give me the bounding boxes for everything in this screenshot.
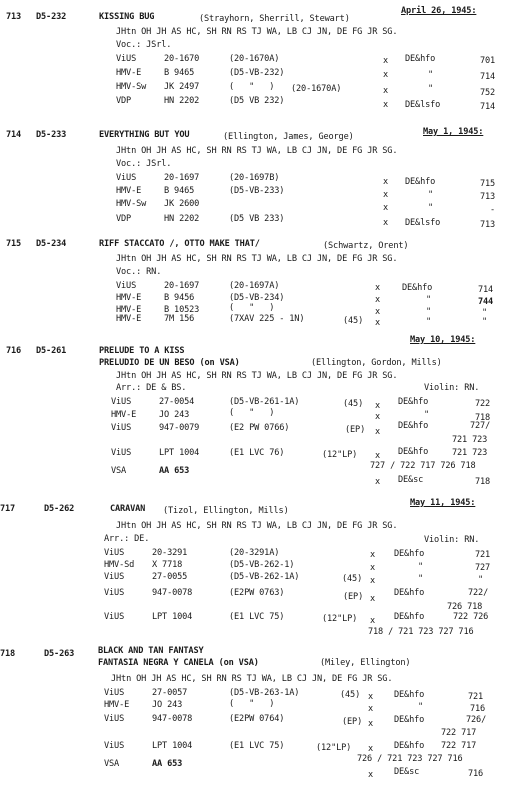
issue-catalog: B 10523 <box>164 305 200 315</box>
issue-matrix: (20-1670A) <box>229 54 280 64</box>
issue-catalog: JK 2600 <box>164 199 200 209</box>
issue-matrix: ( " ) <box>229 82 275 92</box>
issue-extra: (20-1670A) <box>291 84 342 94</box>
entry-matrix: D5-261 <box>36 346 67 356</box>
issue-x: x <box>370 616 376 626</box>
entry-matrix: D5-233 <box>36 130 67 140</box>
issue-extra: (12"LP) <box>316 743 352 753</box>
issue-x: x <box>383 177 389 187</box>
issue-numbers: 727/ <box>470 421 491 431</box>
issue-catalog: AA 653 <box>152 759 183 769</box>
issue-x: x <box>370 594 376 604</box>
entry-note: Arr.: DE & BS. <box>116 383 187 393</box>
issue-extra: (45) <box>342 574 363 584</box>
issue-matrix: (20-1697B) <box>229 173 280 183</box>
issue-x: x <box>368 719 374 729</box>
issue-matrix: (D5-VB-262-1) <box>229 560 295 570</box>
issue-extra: (EP) <box>345 425 366 435</box>
issue-numbers: 752 <box>480 88 496 98</box>
entry-subtitle: PRELUDIO DE UN BESO (on VSA) <box>99 358 240 368</box>
issue-source: DE&hfo <box>394 715 425 725</box>
issue-catalog: 947-0078 <box>152 714 193 724</box>
issue-source: DE&hfo <box>394 612 425 622</box>
entry-violin: Violin: RN. <box>424 535 480 545</box>
entry-number: 715 <box>6 239 22 249</box>
entry-personnel: JHtn OH JH AS HC, SH RN RS TJ WA, LB CJ JN, DE FG JR SG. <box>116 146 398 156</box>
issue-catalog: JK 2497 <box>164 82 200 92</box>
issue-matrix: (D5-VB-234) <box>229 293 285 303</box>
issue-x: x <box>375 401 381 411</box>
issue-catalog: AA 653 <box>159 466 190 476</box>
issue-extra: (45) <box>340 690 361 700</box>
issue-numbers: " <box>478 575 484 585</box>
issue-source: " <box>418 702 424 712</box>
issue-label: ViUS <box>104 588 125 598</box>
issue-numbers: 727 <box>475 563 491 573</box>
issue-x: x <box>368 692 374 702</box>
entry-personnel: JHtn OH JH AS HC, SH RN RS TJ WA, LB CJ JN, DE FG JR SG. <box>116 254 398 264</box>
entry-subtitle: FANTASIA NEGRA Y CANELA (on VSA) <box>98 658 259 668</box>
issue-x: x <box>368 704 374 714</box>
issue-source: " <box>424 410 430 420</box>
issue-source: " <box>428 203 434 213</box>
issue-numbers: 726/ <box>466 715 487 725</box>
issue-catalog: LPT 1004 <box>152 612 193 622</box>
issue-catalog: 20-1697 <box>164 173 200 183</box>
issue-catalog: JO 243 <box>159 410 190 420</box>
issue-extra: (45) <box>343 316 364 326</box>
issue-label: ViUS <box>116 281 137 291</box>
entry-personnel: JHtn OH JH AS HC, SH RN RS TJ WA, LB CJ JN, DE FG JR SG. <box>116 371 398 381</box>
issue-matrix: (E1 LVC 75) <box>229 741 285 751</box>
issue-numbers: 721 <box>468 692 484 702</box>
issue-extra: (EP) <box>342 717 363 727</box>
issue-numbers: 718 <box>475 413 491 423</box>
issue-x: x <box>383 56 389 66</box>
issue-source: DE&sc <box>398 475 424 485</box>
issue-source: DE&hfo <box>394 690 425 700</box>
issue-catalog: 947-0078 <box>152 588 193 598</box>
issue-matrix: (D5-VB-261-1A) <box>229 397 300 407</box>
issue-catalog: 20-3291 <box>152 548 188 558</box>
issue-catalog: 20-1697 <box>164 281 200 291</box>
issue-label: HMV-E <box>116 314 142 324</box>
issue-catalog: 27-0054 <box>159 397 195 407</box>
entry-composers: (Tizol, Ellington, Mills) <box>163 506 289 516</box>
issue-catalog: HN 2202 <box>164 214 200 224</box>
issue-x: x <box>383 190 389 200</box>
entry-note: Voc.: JSrl. <box>116 40 172 50</box>
issue-numbers: 714 <box>480 72 496 82</box>
issue-numbers: 721 723 <box>452 448 488 458</box>
issue-label: ViUS <box>104 688 125 698</box>
issue-x: x <box>375 451 381 461</box>
issue-source: DE&hfo <box>405 177 436 187</box>
issue-x: x <box>383 70 389 80</box>
issue-catalog: JO 243 <box>152 700 183 710</box>
issue-catalog: LPT 1004 <box>152 741 193 751</box>
issue-label: ViUS <box>104 714 125 724</box>
issue-source: " <box>428 84 434 94</box>
issue-label: ViUS <box>104 572 125 582</box>
issue-source: DE&hfo <box>405 54 436 64</box>
entry-title: PRELUDE TO A KISS <box>99 346 185 356</box>
entry-number: 713 <box>6 12 22 22</box>
issue-label: ViUS <box>111 448 132 458</box>
issue-x: x <box>383 86 389 96</box>
issue-source: DE&hfo <box>402 283 433 293</box>
issue-matrix: ( " ) <box>229 408 275 418</box>
entry-matrix: D5-263 <box>44 649 75 659</box>
issue-label: HMV-Sw <box>116 82 147 92</box>
issue-numbers: 718 <box>475 477 491 487</box>
issue-label: ViUS <box>104 741 125 751</box>
issue-catalog: 20-1670 <box>164 54 200 64</box>
entry-matrix: D5-234 <box>36 239 67 249</box>
issue-numbers-cont: 718 / 721 723 727 716 <box>368 627 474 637</box>
issue-source: DE&hfo <box>394 549 425 559</box>
issue-x: x <box>375 427 381 437</box>
issue-x: x <box>370 576 376 586</box>
issue-source: " <box>418 562 424 572</box>
issue-x: x <box>368 770 374 780</box>
issue-catalog: B 9465 <box>164 68 195 78</box>
issue-numbers: 701 <box>480 56 496 66</box>
issue-matrix: (D5-VB-262-1A) <box>229 572 300 582</box>
issue-numbers: 722/ <box>468 588 489 598</box>
issue-label: HMV-E <box>111 410 137 420</box>
issue-numbers: 715 <box>480 179 496 189</box>
issue-matrix: ( " ) <box>229 303 275 313</box>
issue-x: x <box>368 744 374 754</box>
issue-label: HMV-E <box>116 293 142 303</box>
issue-matrix: (D5-VB-232) <box>229 68 285 78</box>
issue-numbers: " <box>482 317 488 327</box>
entry-title: RIFF STACCATO /, OTTO MAKE THAT/ <box>99 239 260 249</box>
issue-label: ViUS <box>111 423 132 433</box>
issue-label: HMV-E <box>116 186 142 196</box>
issue-matrix: (7XAV 225 - 1N) <box>229 314 305 324</box>
issue-x: x <box>383 100 389 110</box>
issue-source: DE&lsfo <box>405 100 441 110</box>
issue-extra: (EP) <box>343 592 364 602</box>
issue-x: x <box>375 477 381 487</box>
entry-note: Voc.: RN. <box>116 267 162 277</box>
issue-numbers-cont: 722 717 <box>441 728 477 738</box>
issue-label: HMV-E <box>116 305 142 315</box>
issue-numbers: 722 726 <box>453 612 489 622</box>
issue-catalog: 7M 156 <box>164 314 195 324</box>
issue-matrix: (D5 VB 233) <box>229 214 285 224</box>
issue-source: " <box>428 190 434 200</box>
issue-label: VDP <box>116 96 132 106</box>
issue-source: " <box>426 307 432 317</box>
issue-extra: (12"LP) <box>322 614 358 624</box>
issue-matrix: (E1 LVC 75) <box>229 612 285 622</box>
issue-x: x <box>375 295 381 305</box>
issue-label: VSA <box>111 466 127 476</box>
entry-personnel: JHtn OH JH AS HC, SH RN RS TJ WA, LB CJ JN, DE FG JR SG. <box>111 674 393 684</box>
issue-numbers-cont: 726 / 721 723 727 716 <box>357 754 463 764</box>
issue-source: " <box>426 295 432 305</box>
issue-numbers-cont: 726 718 <box>447 602 483 612</box>
issue-matrix: (D5-VB-263-1A) <box>229 688 300 698</box>
issue-matrix: (E2PW 0764) <box>229 714 285 724</box>
entry-personnel: JHtn OH JH AS HC, SH RN RS TJ WA, LB CJ JN, DE FG JR SG. <box>116 521 398 531</box>
issue-label: ViUS <box>116 173 137 183</box>
issue-source: DE&sc <box>394 767 420 777</box>
entry-note: Arr.: DE. <box>104 534 150 544</box>
entry-number: 716 <box>6 346 22 356</box>
issue-matrix: (20-3291A) <box>229 548 280 558</box>
issue-label: VDP <box>116 214 132 224</box>
issue-numbers: 716 <box>470 704 486 714</box>
issue-numbers: 713 <box>480 192 496 202</box>
issue-source: DE&lsfo <box>405 218 441 228</box>
entry-title: EVERYTHING BUT YOU <box>99 130 190 140</box>
entry-composers: (Schwartz, Orent) <box>323 241 409 251</box>
issue-matrix: (D5 VB 232) <box>229 96 285 106</box>
entry-date: May 1, 1945: <box>423 127 484 137</box>
entry-date: April 26, 1945: <box>401 6 477 16</box>
issue-label: HMV-E <box>116 68 142 78</box>
issue-matrix: (E1 LVC 76) <box>229 448 285 458</box>
issue-numbers: " <box>482 308 488 318</box>
issue-x: x <box>375 318 381 328</box>
issue-catalog: 27-0057 <box>152 688 188 698</box>
issue-x: x <box>370 550 376 560</box>
entry-matrix: D5-232 <box>36 12 67 22</box>
entry-violin: Violin: RN. <box>424 383 480 393</box>
issue-numbers: 722 <box>475 399 491 409</box>
entry-number: 717 <box>0 504 16 514</box>
issue-label: HMV-Sw <box>116 199 147 209</box>
issue-source: DE&hfo <box>398 447 429 457</box>
entry-personnel: JHtn OH JH AS HC, SH RN RS TJ WA, LB CJ JN, DE FG JR SG. <box>116 27 398 37</box>
issue-numbers: 721 <box>475 550 491 560</box>
issue-x: x <box>383 218 389 228</box>
issue-x: x <box>375 307 381 317</box>
issue-label: HMV-Sd <box>104 560 135 570</box>
issue-matrix: ( " ) <box>229 699 275 709</box>
issue-label: ViUS <box>116 54 137 64</box>
issue-matrix: (E2 PW 0766) <box>229 423 290 433</box>
issue-extra: (12"LP) <box>322 450 358 460</box>
issue-numbers: 716 <box>468 769 484 779</box>
issue-matrix: (20-1697A) <box>229 281 280 291</box>
issue-source: DE&hfo <box>394 588 425 598</box>
issue-catalog: X 7718 <box>152 560 183 570</box>
entry-date: May 11, 1945: <box>410 498 476 508</box>
issue-numbers-cont: 727 / 722 717 726 718 <box>370 461 476 471</box>
issue-source: DE&hfo <box>398 421 429 431</box>
issue-catalog: 27-0055 <box>152 572 188 582</box>
issue-label: ViUS <box>104 548 125 558</box>
issue-catalog: 947-0079 <box>159 423 200 433</box>
issue-label: ViUS <box>111 397 132 407</box>
issue-numbers: 744 <box>478 297 494 307</box>
issue-label: ViUS <box>104 612 125 622</box>
issue-x: x <box>370 563 376 573</box>
issue-label: VSA <box>104 759 120 769</box>
issue-source: " <box>428 70 434 80</box>
entry-note: Voc.: JSrl. <box>116 159 172 169</box>
issue-x: x <box>383 203 389 213</box>
issue-catalog: HN 2202 <box>164 96 200 106</box>
issue-catalog: LPT 1004 <box>159 448 200 458</box>
issue-x: x <box>375 412 381 422</box>
issue-numbers: 714 <box>478 285 494 295</box>
issue-catalog: B 9456 <box>164 293 195 303</box>
issue-label: HMV-E <box>104 700 130 710</box>
issue-catalog: B 9465 <box>164 186 195 196</box>
issue-source: DE&hfo <box>398 397 429 407</box>
entry-title: BLACK AND TAN FANTASY <box>98 646 204 656</box>
entry-title: KISSING BUG <box>99 12 155 22</box>
entry-number: 714 <box>6 130 22 140</box>
entry-composers: (Miley, Ellington) <box>320 658 411 668</box>
issue-source: DE&hfo <box>394 741 425 751</box>
issue-source: " <box>426 317 432 327</box>
entry-date: May 10, 1945: <box>410 335 476 345</box>
issue-numbers: 714 <box>480 102 496 112</box>
issue-matrix: (D5-VB-233) <box>229 186 285 196</box>
entry-number: 718 <box>0 649 16 659</box>
issue-source: " <box>418 574 424 584</box>
issue-numbers-cont: 721 723 <box>452 435 488 445</box>
entry-matrix: D5-262 <box>44 504 75 514</box>
issue-numbers: - <box>490 205 496 215</box>
entry-composers: (Strayhorn, Sherrill, Stewart) <box>199 14 350 24</box>
issue-matrix: (E2PW 0763) <box>229 588 285 598</box>
entry-composers: (Ellington, James, George) <box>223 132 354 142</box>
issue-x: x <box>375 283 381 293</box>
issue-numbers: 722 717 <box>441 741 477 751</box>
entry-title: CARAVAN <box>110 504 146 514</box>
issue-numbers: 713 <box>480 220 496 230</box>
entry-composers: (Ellington, Gordon, Mills) <box>311 358 442 368</box>
issue-extra: (45) <box>343 399 364 409</box>
